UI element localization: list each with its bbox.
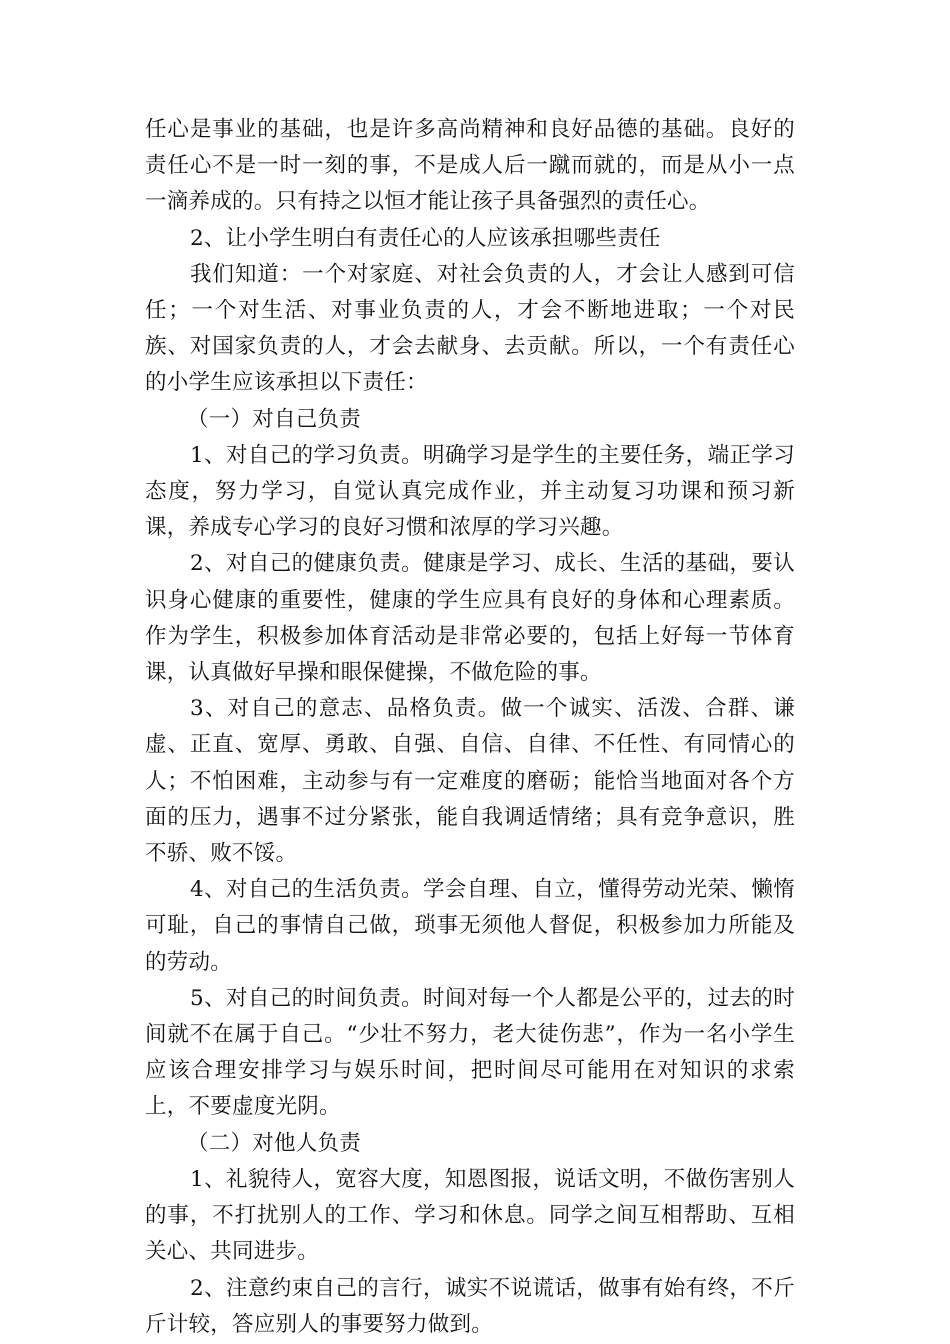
paragraph-health: 2、对自己的健康负责。健康是学习、成长、生活的基础，要认识身心健康的重要性，健康的学生应具有良好的身体和心理素质。作为学生，积极参加体育活动是非常必要的，包括上好每一节体育课，认真做好早操和眼保健操，不做危险的事。	[145, 551, 795, 686]
paragraph-conduct: 2、注意约束自己的言行，诚实不说谎话，做事有始有终，不斤斤计较，答应别人的事要努力做到。	[145, 1275, 795, 1337]
subheading-others-responsibility: （二）对他人负责	[187, 1130, 362, 1156]
paragraph-continuation: 任心是事业的基础，也是许多高尚精神和良好品德的基础。良好的责任心不是一时一刻的事，不是成人后一蹴而就的，而是从小一点一滴养成的。只有持之以恒才能让孩子具备强烈的责任心。	[145, 117, 795, 215]
paragraph-intro: 我们知道：一个对家庭、对社会负责的人，才会让人感到可信任；一个对生活、对事业负责的人，才会不断地进取；一个对民族、对国家负责的人，才会去献身、去贡献。所以，一个有责任心的小学生应该承担以下责任：	[145, 261, 795, 396]
paragraph-life: 4、对自己的生活负责。学会自理、自立，懂得劳动光荣、懒惰可耻，自己的事情自己做，琐事无须他人督促，积极参加力所能及的劳动。	[145, 877, 795, 975]
paragraph-courtesy: 1、礼貌待人，宽容大度，知恩图报，说话文明，不做伤害别人的事，不打扰别人的工作、学习和休息。同学之间互相帮助、互相关心、共同进步。	[145, 1166, 795, 1265]
paragraph-time: 5、对自己的时间负责。时间对每一个人都是公平的，过去的时间就不在属于自己。“少壮不努力，老大徒伤悲”，作为一名小学生应该合理安排学习与娱乐时间，把时间尽可能用在对知识的求索上，不要虚度光阴。	[145, 985, 795, 1120]
section-heading-2: 2、让小学生明白有责任心的人应该承担哪些责任	[190, 225, 661, 251]
paragraph-study: 1、对自己的学习负责。明确学习是学生的主要任务，端正学习态度，努力学习，自觉认真完成作业，并主动复习功课和预习新课，养成专心学习的良好习惯和浓厚的学习兴趣。	[145, 442, 795, 541]
document-page	[145, 112, 795, 1343]
subheading-self-responsibility: （一）对自己负责	[187, 406, 362, 432]
paragraph-character: 3、对自己的意志、品格负责。做一个诚实、活泼、合群、谦虚、正直、宽厚、勇敢、自强、自信、自律、不任性、有同情心的人；不怕困难，主动参与有一定难度的磨砺；能恰当地面对各个方面的压力，遇事不过分紧张，能自我调适情绪；具有竞争意识，胜不骄、败不馁。	[145, 696, 795, 867]
